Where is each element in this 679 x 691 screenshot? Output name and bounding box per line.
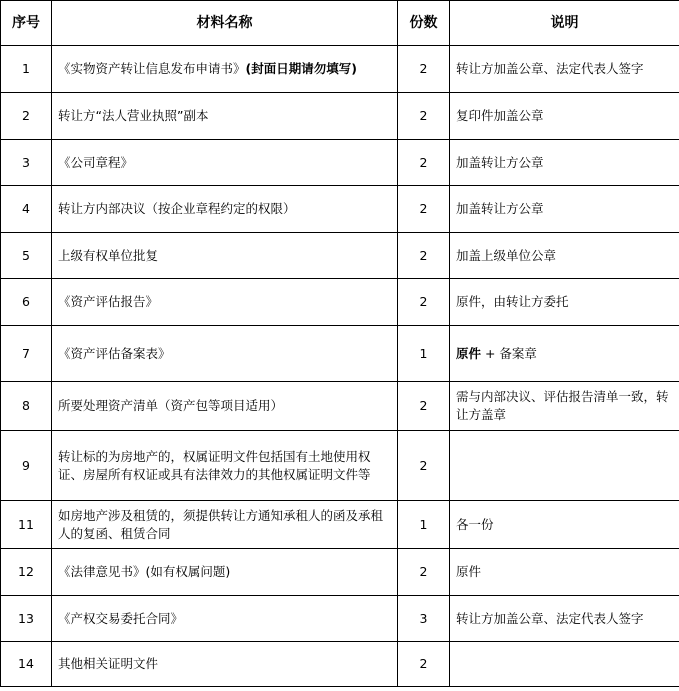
table-row [1,233,679,279]
cell-note-text: + 备案章 [481,345,537,361]
cell-note: 转让方加盖公章、法定代表人签字 [450,46,679,93]
cell-note: 加盖转让方公章 [450,186,679,233]
cell-no: 2 [1,93,52,140]
cell-name: 其他相关证明文件 [52,642,398,687]
cell-name: 上级有权单位批复 [52,233,398,279]
table-row [1,382,679,431]
cell-note: 需与内部决议、评估报告清单一致，转让方盖章 [450,382,679,431]
header-no: 序号 [1,1,52,46]
cell-name: 《资产评估报告》 [52,279,398,326]
table-row [1,140,679,186]
table-row [1,501,679,549]
cell-no: 11 [1,501,52,549]
cell-no: 6 [1,279,52,326]
cell-no: 7 [1,326,52,382]
cell-note: 各一份 [450,501,679,549]
cell-name: 《产权交易委托合同》 [52,596,398,642]
cell-note: 加盖转让方公章 [450,140,679,186]
header-note: 说明 [450,1,679,46]
cell-name [52,46,398,93]
table-row [1,549,679,596]
header-name: 材料名称 [52,1,398,46]
table-row [1,326,679,382]
cell-name: 如房地产涉及租赁的，须提供转让方通知承租人的函及承租人的复函、租赁合同 [52,501,398,549]
cell-no: 4 [1,186,52,233]
cell-note: 复印件加盖公章 [450,93,679,140]
table-row [1,46,679,93]
cell-count: 2 [398,233,450,279]
cell-no: 3 [1,140,52,186]
cell-note: 原件 [450,549,679,596]
cell-note [450,431,679,501]
cell-note: 原件，由转让方委托 [450,279,679,326]
cell-count: 2 [398,140,450,186]
cell-no: 12 [1,549,52,596]
cell-count: 3 [398,596,450,642]
cell-no: 13 [1,596,52,642]
cell-note: 转让方加盖公章、法定代表人签字 [450,596,679,642]
cell-name: 《法律意见书》(如有权属问题) [52,549,398,596]
header-count: 份数 [398,1,450,46]
cell-name: 转让标的为房地产的，权属证明文件包括国有土地使用权证、房屋所有权证或具有法律效力的其他权属证明文件等 [52,431,398,501]
cell-count: 2 [398,279,450,326]
table-row [1,93,679,140]
cell-name-bold-note: (封面日期请勿填写) [245,61,357,76]
cell-no: 1 [1,46,52,93]
cell-count: 2 [398,431,450,501]
cell-count: 2 [398,642,450,687]
cell-name: 所要处理资产清单（资产包等项目适用） [52,382,398,431]
cell-no: 9 [1,431,52,501]
table-row [1,186,679,233]
cell-name: 《资产评估备案表》 [52,326,398,382]
table-row [1,596,679,642]
cell-count: 1 [398,326,450,382]
cell-no: 14 [1,642,52,687]
table-row [1,431,679,501]
cell-name-text: 《实物资产转让信息发布申请书》 [58,61,246,76]
cell-count: 2 [398,549,450,596]
cell-note [450,642,679,687]
table-row [1,279,679,326]
cell-name: 转让方“法人营业执照”副本 [52,93,398,140]
cell-note-bold: 原件 [456,345,482,361]
cell-no: 8 [1,382,52,431]
cell-name: 转让方内部决议（按企业章程约定的权限） [52,186,398,233]
cell-no: 5 [1,233,52,279]
cell-count: 2 [398,382,450,431]
cell-name: 《公司章程》 [52,140,398,186]
cell-count: 2 [398,46,450,93]
cell-note [450,326,679,382]
table-header-row [1,1,679,46]
cell-count: 1 [398,501,450,549]
cell-count: 2 [398,93,450,140]
cell-note: 加盖上级单位公章 [450,233,679,279]
table-row [1,642,679,687]
cell-count: 2 [398,186,450,233]
